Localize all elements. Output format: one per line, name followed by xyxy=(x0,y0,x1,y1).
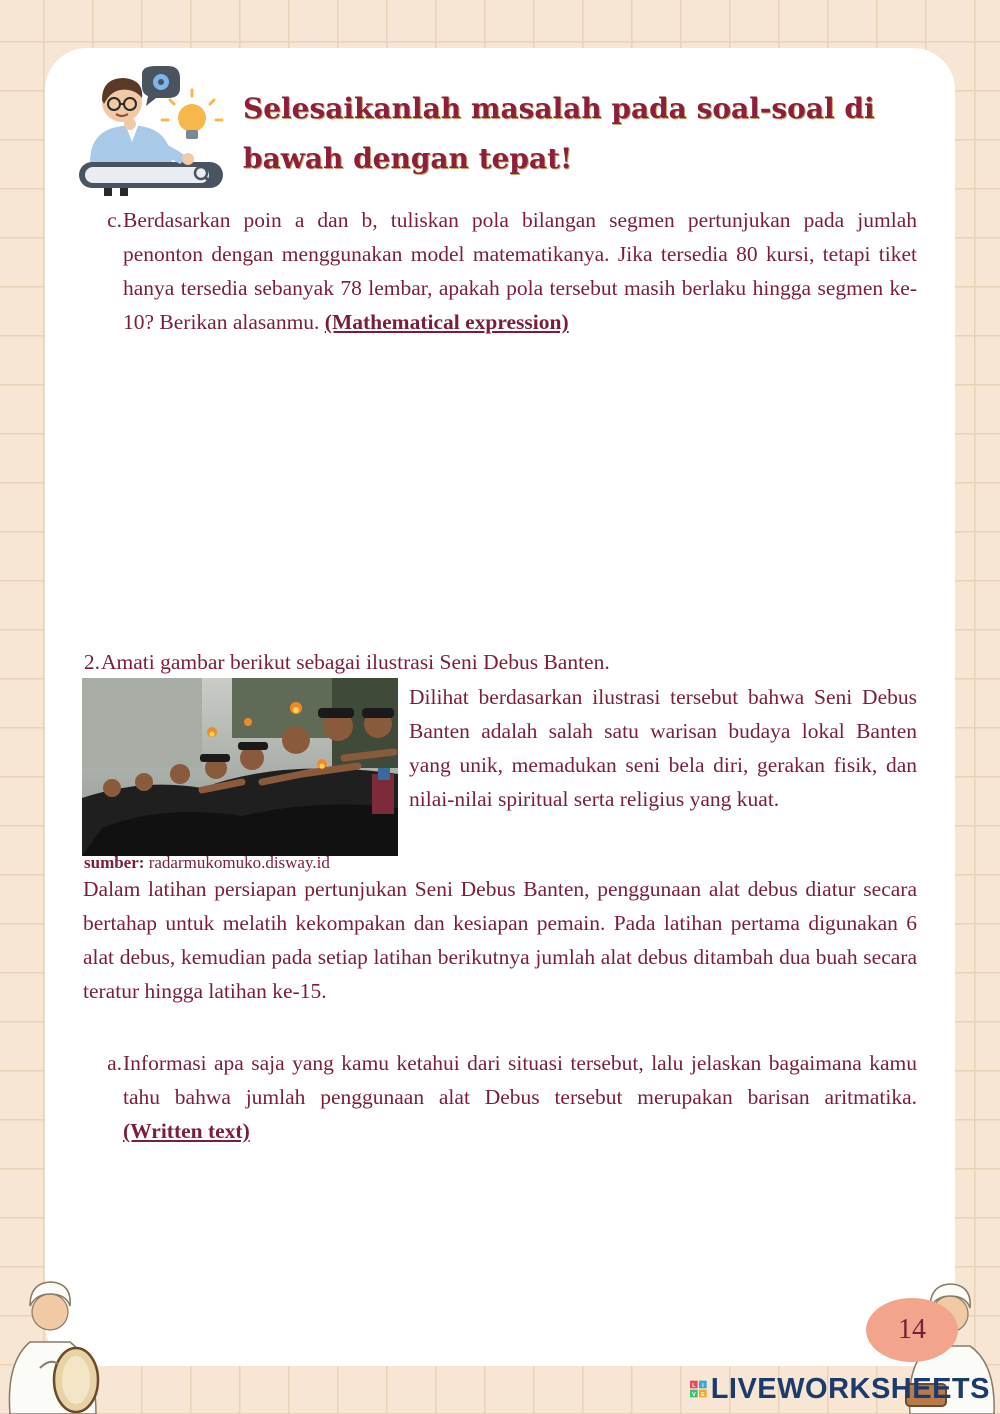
heading-line-2: bawah dengan tepat! xyxy=(243,142,573,175)
liveworksheets-brand-name: LIVEWORKSHEETS xyxy=(710,1372,990,1405)
liveworksheets-logo-icon xyxy=(690,1377,707,1401)
thinking-boy-icon xyxy=(76,66,226,198)
caption-source: radarmukomuko.disway.id xyxy=(148,853,330,872)
page-number: 14 xyxy=(898,1314,926,1345)
drummer-figure-icon xyxy=(0,1272,112,1414)
logo-letter-e: E xyxy=(701,1391,705,1398)
debus-photo xyxy=(82,678,398,856)
question-2a-text xyxy=(123,1046,917,1148)
question-1c-marker: c. xyxy=(107,208,122,232)
question-2a-answer-type: (Written text) xyxy=(123,1119,250,1143)
gear-bubble-icon xyxy=(142,66,180,106)
logo-letter-l: L xyxy=(692,1382,696,1389)
question-2-paragraph: Dalam latihan persiapan pertunjukan Seni Debus Banten, penggunaan alat debus diatur secara bertahap untuk melatih kekompakan dan kesiapan pemain. Pada latihan pertama digunakan 6 alat debus, kemudian pada setiap latihan berikutnya jumlah alat debus ditambah dua buah secara teratur hingga latihan ke-15. xyxy=(83,877,917,1003)
photo-caption xyxy=(84,853,330,873)
question-2-intro: Amati gambar berikut sebagai ilustrasi Seni Debus Banten. xyxy=(101,650,610,674)
page-number-badge xyxy=(866,1298,958,1362)
heading-line-1: Selesaikanlah masalah pada soal-soal di xyxy=(243,92,875,125)
question-2a-body: Informasi apa saja yang kamu ketahui dari situasi tersebut, lalu jelaskan bagaimana kamu tahu bahwa jumlah penggunaan alat Debus tersebut merupakan barisan aritmatika. xyxy=(123,1051,917,1109)
question-1c-body: Berdasarkan poin a dan b, tuliskan pola bilangan segmen pertunjukan pada jumlah penonton dengan menggunakan model matematikanya. Jika tersedia 80 kursi, tetapi tiket hanya tersedia sebanyak 78 lembar, apakah pola tersebut masih berlaku hingga segmen ke-10? Berikan alasanmu. xyxy=(123,208,917,334)
question-2a-marker: a. xyxy=(107,1051,122,1075)
question-1c-text xyxy=(123,203,917,339)
question-1c-answer-type: (Mathematical expression) xyxy=(324,310,569,334)
logo-letter-i: I xyxy=(702,1382,704,1389)
page-heading xyxy=(243,84,923,184)
caption-label: sumber: xyxy=(84,853,145,872)
question-2-description: Dilihat berdasarkan ilustrasi tersebut bahwa Seni Debus Banten adalah salah satu warisan budaya lokal Banten yang unik, memadukan seni bela diri, gerakan fisik, dan nilai-nilai spiritual serta religius yang kuat. xyxy=(409,685,917,811)
question-2-marker: 2. xyxy=(83,650,100,674)
liveworksheets-brand xyxy=(690,1372,990,1406)
logo-letter-v: V xyxy=(691,1391,696,1398)
